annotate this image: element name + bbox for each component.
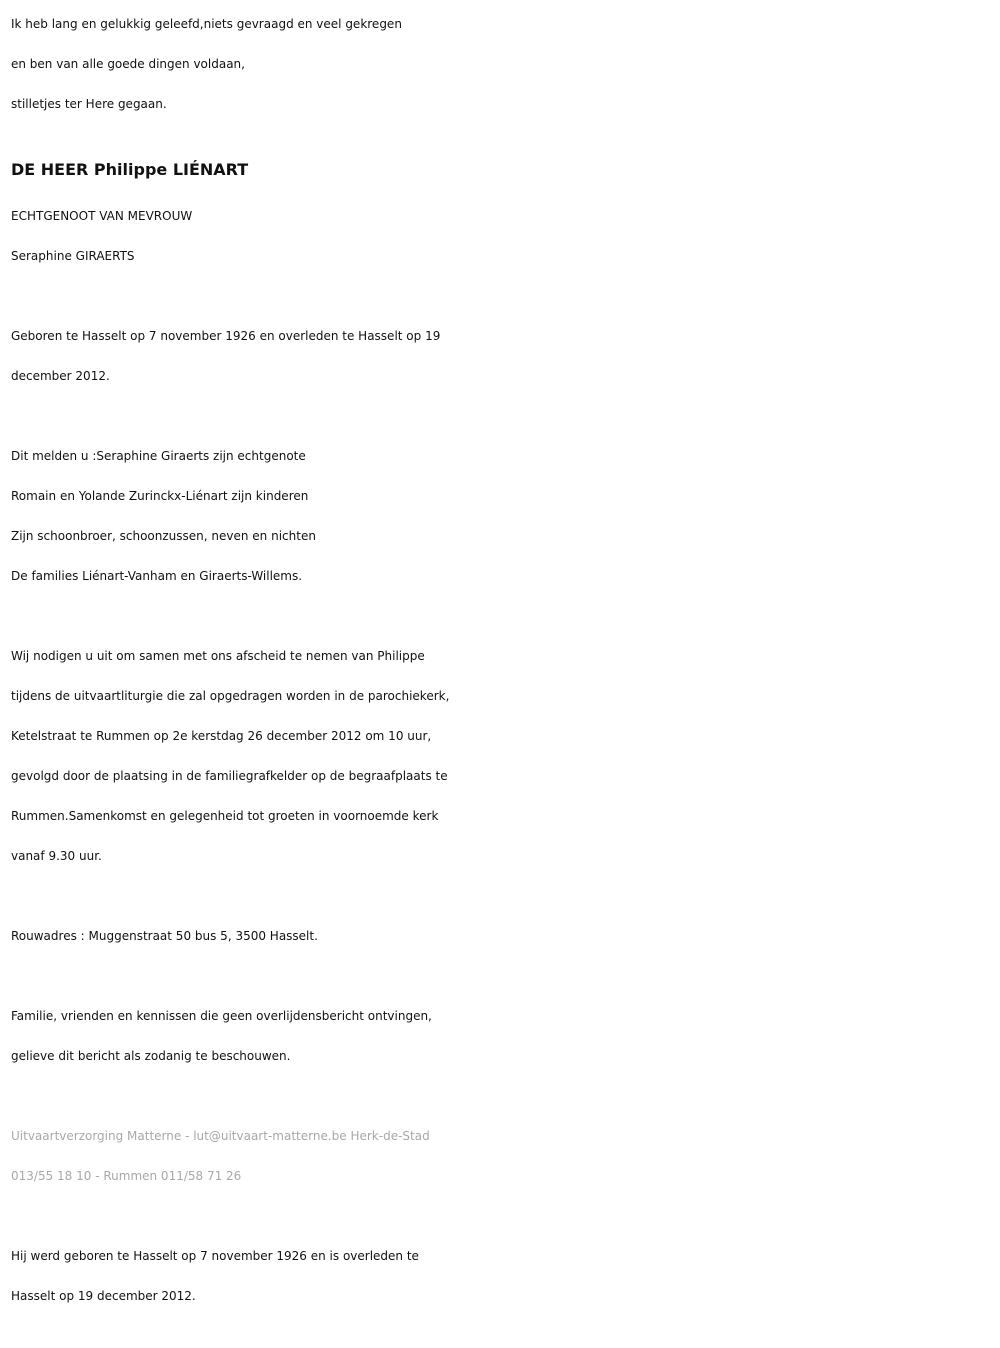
poem [11, 4, 996, 124]
deceased-name: DE HEER Philippe LIÉNART [11, 160, 249, 179]
invitation-line-6: vanaf 9.30 uur. [11, 849, 102, 863]
invitation-line-4: gevolgd door de plaatsing in de familiegrafkelder op de begraafplaats te [11, 769, 448, 783]
invitation-paragraph [11, 636, 996, 876]
birth-death-paragraph [11, 316, 996, 396]
announcer-line-2: Romain en Yolande Zurinckx-Liénart zijn kinderen [11, 489, 309, 503]
poem-line-1: Ik heb lang en gelukkig geleefd,niets gevraagd en veel gekregen [11, 17, 402, 31]
closing-line-2: Hasselt op 19 december 2012. [11, 1289, 196, 1303]
funeral-home-paragraph [11, 1116, 996, 1196]
address-paragraph [11, 916, 996, 956]
notice-line-1: Familie, vrienden en kennissen die geen overlijdensbericht ontvingen, [11, 1009, 432, 1023]
birth-death-line-2: december 2012. [11, 369, 110, 383]
announcers-paragraph [11, 436, 996, 596]
mourning-address: Rouwadres : Muggenstraat 50 bus 5, 3500 Hasselt. [11, 929, 318, 943]
announcer-line-4: De families Liénart-Vanham en Giraerts-Willems. [11, 569, 303, 583]
funeral-home-line-1: Uitvaartverzorging Matterne - lut@uitvaart-matterne.be Herk-de-Stad [11, 1129, 430, 1143]
announcer-line-3: Zijn schoonbroer, schoonzussen, neven en nichten [11, 529, 316, 543]
birth-death-line-1: Geboren te Hasselt op 7 november 1926 en overleden te Hasselt op 19 [11, 329, 441, 343]
closing-paragraph [11, 1236, 996, 1316]
closing-line-1: Hij werd geboren te Hasselt op 7 november 1926 en is overleden te [11, 1249, 419, 1263]
invitation-line-5: Rummen.Samenkomst en gelegenheid tot groeten in voornoemde kerk [11, 809, 439, 823]
invitation-line-3: Ketelstraat te Rummen op 2e kerstdag 26 december 2012 om 10 uur, [11, 729, 432, 743]
notice-line-2: gelieve dit bericht als zodanig te beschouwen. [11, 1049, 291, 1063]
relation-line: ECHTGENOOT VAN MEVROUW [11, 209, 193, 223]
invitation-line-1: Wij nodigen u uit om samen met ons afscheid te nemen van Philippe [11, 649, 425, 663]
funeral-home-line-2: 013/55 18 10 - Rummen 011/58 71 26 [11, 1169, 242, 1183]
poem-line-2: en ben van alle goede dingen voldaan, [11, 57, 245, 71]
announcer-line-1: Dit melden u :Seraphine Giraerts zijn echtgenote [11, 449, 306, 463]
spouse-name: Seraphine GIRAERTS [11, 249, 135, 263]
invitation-line-2: tijdens de uitvaartliturgie die zal opgedragen worden in de parochiekerk, [11, 689, 450, 703]
poem-line-3: stilletjes ter Here gegaan. [11, 97, 167, 111]
notice-paragraph [11, 996, 996, 1076]
obituary-page [11, 4, 996, 1316]
spouse-info [11, 196, 996, 276]
